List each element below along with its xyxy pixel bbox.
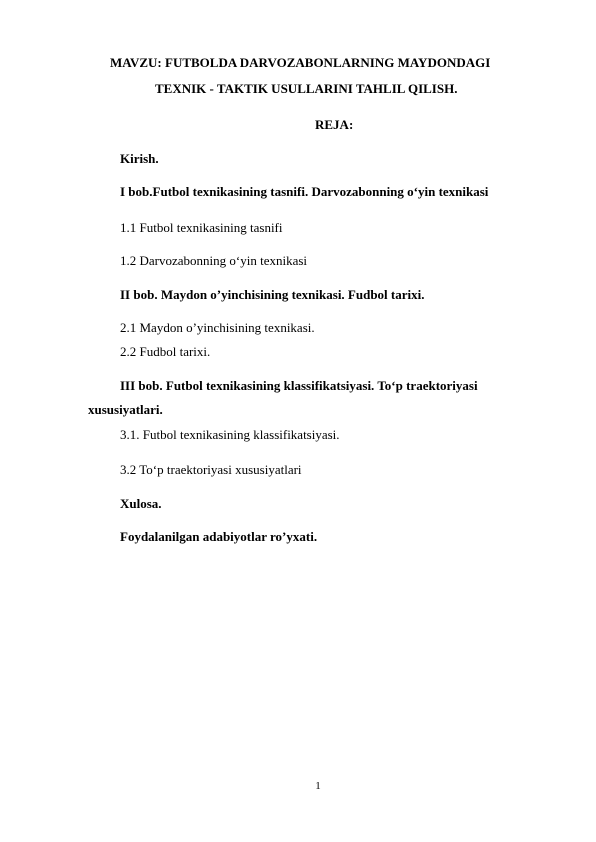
toc-item-intro: Kirish. — [120, 151, 159, 166]
toc-item-1-2: 1.2 Darvozabonning o‘yin texnikasi — [120, 253, 308, 268]
title-line-2: TEXNIK - TAKTIK USULLARINI TAHLIL QILISH. — [155, 81, 458, 96]
toc-item-chapter-2: II bob. Maydon o’yinchisining texnikasi. Fudbol tarixi. — [120, 287, 425, 302]
toc-item-3-1: 3.1. Futbol texnikasining klassifikatsiyasi. — [120, 427, 340, 442]
page-number: 1 — [315, 780, 321, 792]
toc-item-2-1: 2.1 Maydon o’yinchisining texnikasi. — [120, 320, 315, 335]
toc-item-1-1: 1.1 Futbol texnikasining tasnifi — [120, 220, 283, 235]
toc-item-chapter-3: III bob. Futbol texnikasining klassifikatsiyasi. To‘p traektoriyasi — [120, 378, 478, 393]
toc-item-2-2: 2.2 Fudbol tarixi. — [120, 344, 211, 359]
title-line-1: MAVZU: FUTBOLDA DARVOZABONLARNING MAYDONDAGI — [110, 55, 491, 70]
plan-heading: REJA: — [315, 117, 354, 132]
toc-item-conclusion: Xulosa. — [120, 496, 162, 511]
toc-item-chapter-3-continued: xususiyatlari. — [88, 402, 163, 417]
toc-item-references: Foydalanilgan adabiyotlar ro’yxati. — [120, 529, 318, 544]
toc-item-chapter-1: I bob.Futbol texnikasining tasnifi. Darvozabonning o‘yin texnikasi — [120, 184, 489, 199]
toc-item-3-2: 3.2 To‘p traektoriyasi xususiyatlari — [120, 462, 302, 477]
